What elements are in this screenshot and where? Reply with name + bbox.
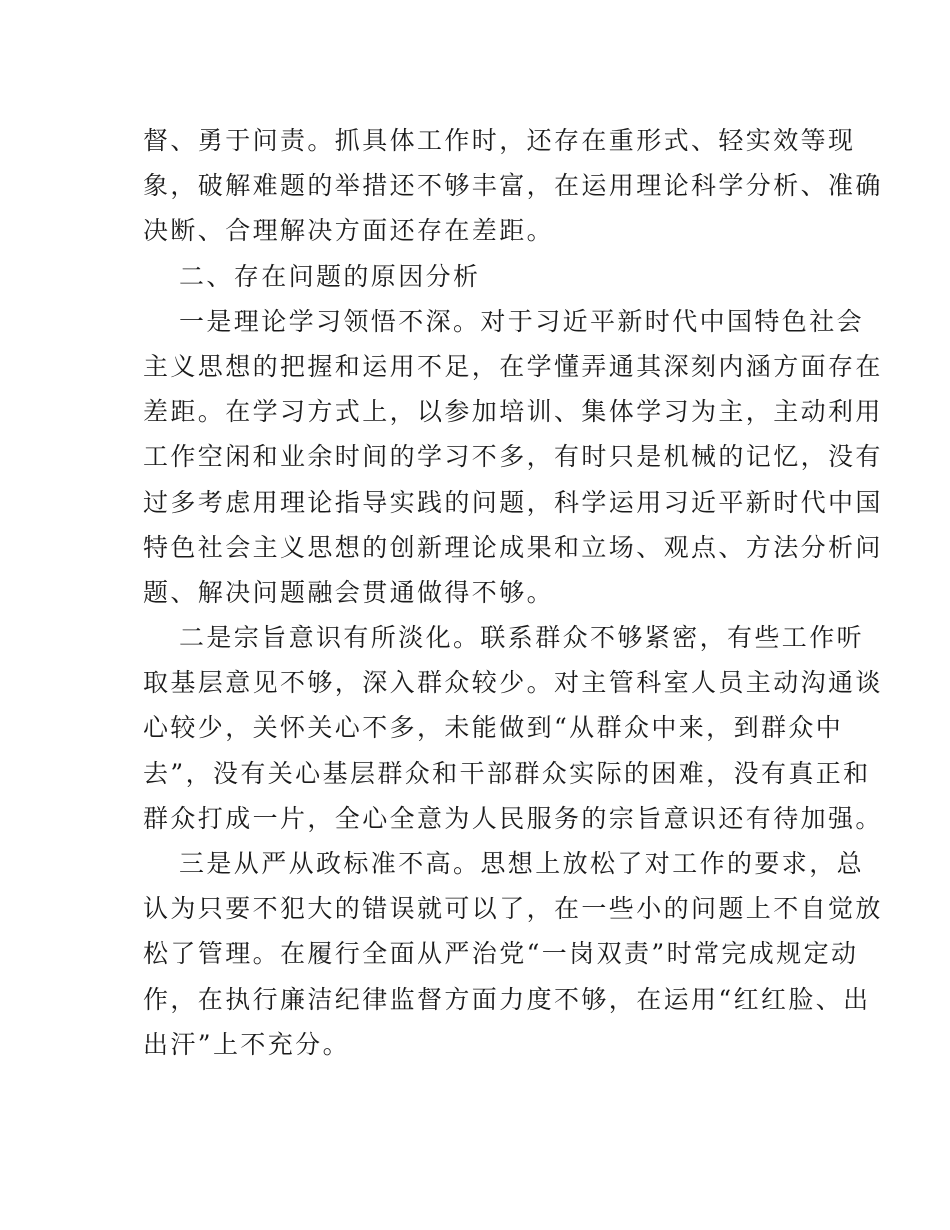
text-line: 象，破解难题的举措还不够丰富，在运用理论科学分析、准确 bbox=[143, 171, 883, 201]
text-line: 取基层意见不够，深入群众较少。对主管科室人员主动沟通谈 bbox=[143, 668, 883, 698]
paragraph-continuation bbox=[143, 118, 883, 254]
text-line: 差距。在学习方式上，以参加培训、集体学习为主，主动利用 bbox=[143, 397, 883, 427]
document-body bbox=[143, 118, 883, 1067]
text-line: 松了管理。在履行全面从严治党“一岗双责”时常完成规定动 bbox=[143, 939, 859, 969]
section-heading bbox=[143, 254, 815, 299]
text-line: 一是理论学习领悟不深。对于习近平新时代中国特色社会 bbox=[179, 306, 865, 336]
paragraph-theory-study bbox=[143, 299, 883, 615]
paragraph-strict-standards bbox=[143, 841, 883, 1067]
text-line: 主义思想的把握和运用不足，在学懂弄通其深刻内涵方面存在 bbox=[143, 351, 883, 381]
text-line: 工作空闲和业余时间的学习不多，有时只是机械的记忆，没有 bbox=[143, 442, 883, 472]
text-line: 决断、合理解决方面还存在差距。 bbox=[143, 216, 555, 246]
text-line: 督、勇于问责。抓具体工作时，还存在重形式、轻实效等现 bbox=[143, 126, 856, 155]
text-line: 心较少，关怀关心不多，未能做到“从群众中来，到群众中 bbox=[143, 713, 844, 743]
text-line: 题、解决问题融会贯通做得不够。 bbox=[143, 577, 555, 607]
heading-text: 二、存在问题的原因分析 bbox=[179, 261, 481, 291]
text-line: 认为只要不犯大的错误就可以了，在一些小的问题上不自觉放 bbox=[143, 894, 883, 924]
text-line: 二是宗旨意识有所淡化。联系群众不够紧密，有些工作听 bbox=[179, 623, 865, 653]
text-line: 去”，没有关心基层群众和干部群众实际的困难，没有真正和 bbox=[143, 758, 871, 788]
text-line: 作，在执行廉洁纪律监督方面力度不够，在运用“红红脸、出 bbox=[143, 984, 871, 1014]
paragraph-purpose-awareness bbox=[143, 615, 883, 841]
text-line: 特色社会主义思想的创新理论成果和立场、观点、方法分析问 bbox=[143, 532, 883, 562]
text-line: 三是从严从政标准不高。思想上放松了对工作的要求，总 bbox=[179, 849, 865, 878]
text-line: 群众打成一片，全心全意为人民服务的宗旨意识还有待加强。 bbox=[143, 803, 883, 833]
text-line: 出汗”上不充分。 bbox=[143, 1029, 350, 1059]
text-line: 过多考虑用理论指导实践的问题，科学运用习近平新时代中国 bbox=[143, 487, 883, 517]
